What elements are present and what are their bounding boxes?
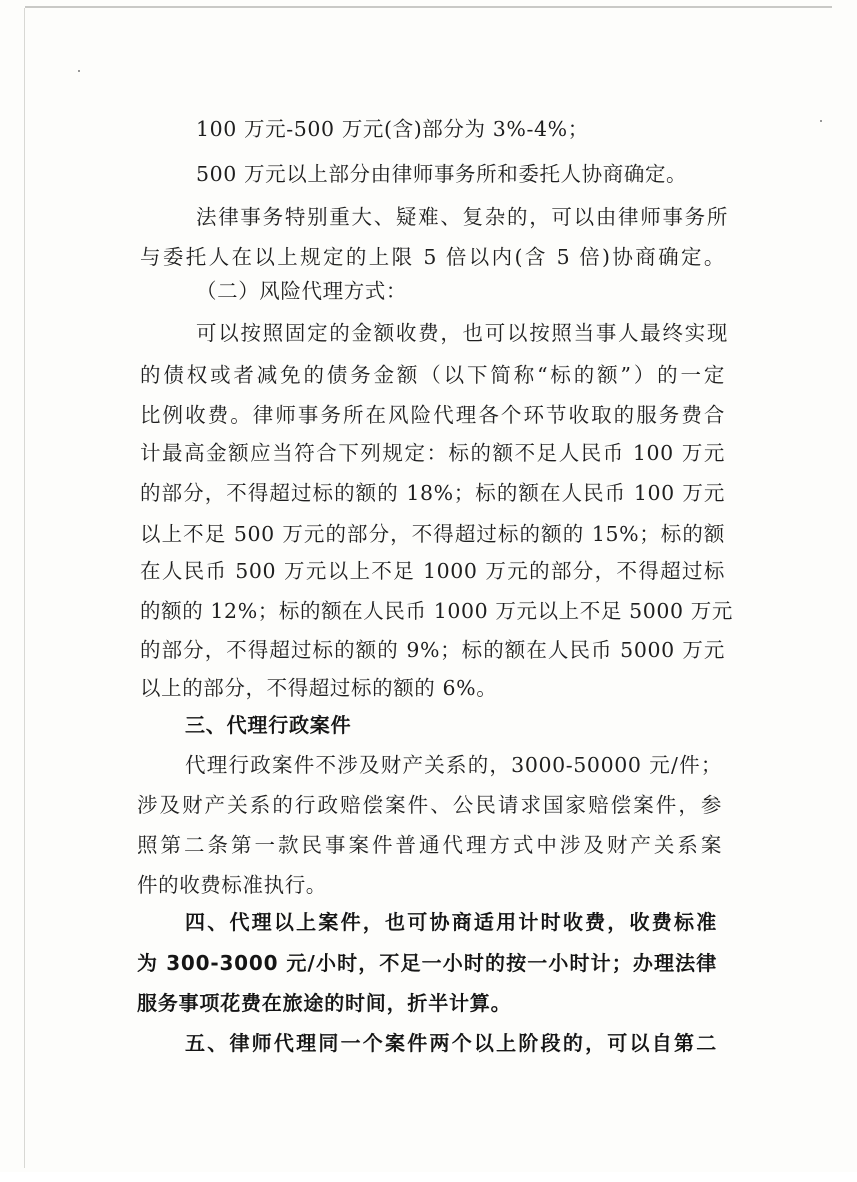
paragraph-line: 件的收费标准执行。 [137, 873, 327, 897]
paragraph-line: 以上不足 500 万元的部分，不得超过标的额的 15%；标的额 [140, 522, 725, 546]
section-heading-administrative-cases: 三、代理行政案件 [185, 713, 352, 737]
paragraph-line: 比例收费。律师事务所在风险代理各个环节收取的服务费合 [140, 403, 725, 427]
paragraph-line: 在人民币 500 万元以上不足 1000 万元的部分，不得超过标 [140, 559, 725, 583]
paragraph-line: 涉及财产关系的行政赔偿案件、公民请求国家赔偿案件，参 [137, 793, 722, 817]
paragraph-line: 可以按照固定的金额收费，也可以按照当事人最终实现 [196, 321, 728, 345]
scan-edge-left [24, 8, 25, 1168]
clause-four-line: 服务事项花费在旅途的时间，折半计算。 [137, 991, 512, 1015]
paragraph-line: 与委托人在以上规定的上限 5 倍以内(含 5 倍)协商确定。 [140, 245, 725, 269]
clause-four-line: 为 300-3000 元/小时，不足一小时的按一小时计；办理法律 [137, 951, 717, 975]
paragraph-line: 的债权或者减免的债务金额（以下简称“标的额”）的一定 [140, 363, 725, 387]
scan-edge-top [25, 6, 832, 8]
paragraph-line: 计最高金额应当符合下列规定：标的额不足人民币 100 万元 [140, 441, 725, 465]
paragraph-line: 的部分，不得超过标的额的 9%；标的额在人民币 5000 万元 [140, 638, 725, 662]
fee-line-2: 500 万元以上部分由律师事务所和委托人协商确定。 [196, 162, 688, 186]
scan-speck [78, 70, 80, 72]
fee-line-1: 100 万元-500 万元(含)部分为 3%-4%； [196, 117, 589, 141]
paragraph-line: 法律事务特别重大、疑难、复杂的，可以由律师事务所 [196, 205, 728, 229]
paragraph-line: 代理行政案件不涉及财产关系的，3000-50000 元/件； [185, 753, 722, 777]
paragraph-line: 的额的 12%；标的额在人民币 1000 万元以上不足 5000 万元 [140, 599, 733, 623]
paragraph-line: 的部分，不得超过标的额的 18%；标的额在人民币 100 万元 [140, 481, 725, 505]
clause-four-line: 四、代理以上案件，也可协商适用计时收费，收费标准 [185, 910, 717, 934]
scan-speck [820, 120, 822, 122]
paragraph-line: 照第二条第一款民事案件普通代理方式中涉及财产关系案 [137, 833, 722, 857]
clause-five-line: 五、律师代理同一个案件两个以上阶段的，可以自第二 [185, 1031, 717, 1055]
scan-edge-bottom [0, 1172, 857, 1182]
paragraph-line: 以上的部分，不得超过标的额的 6%。 [140, 676, 498, 700]
section-heading-risk-agency: （二）风险代理方式： [196, 279, 407, 303]
